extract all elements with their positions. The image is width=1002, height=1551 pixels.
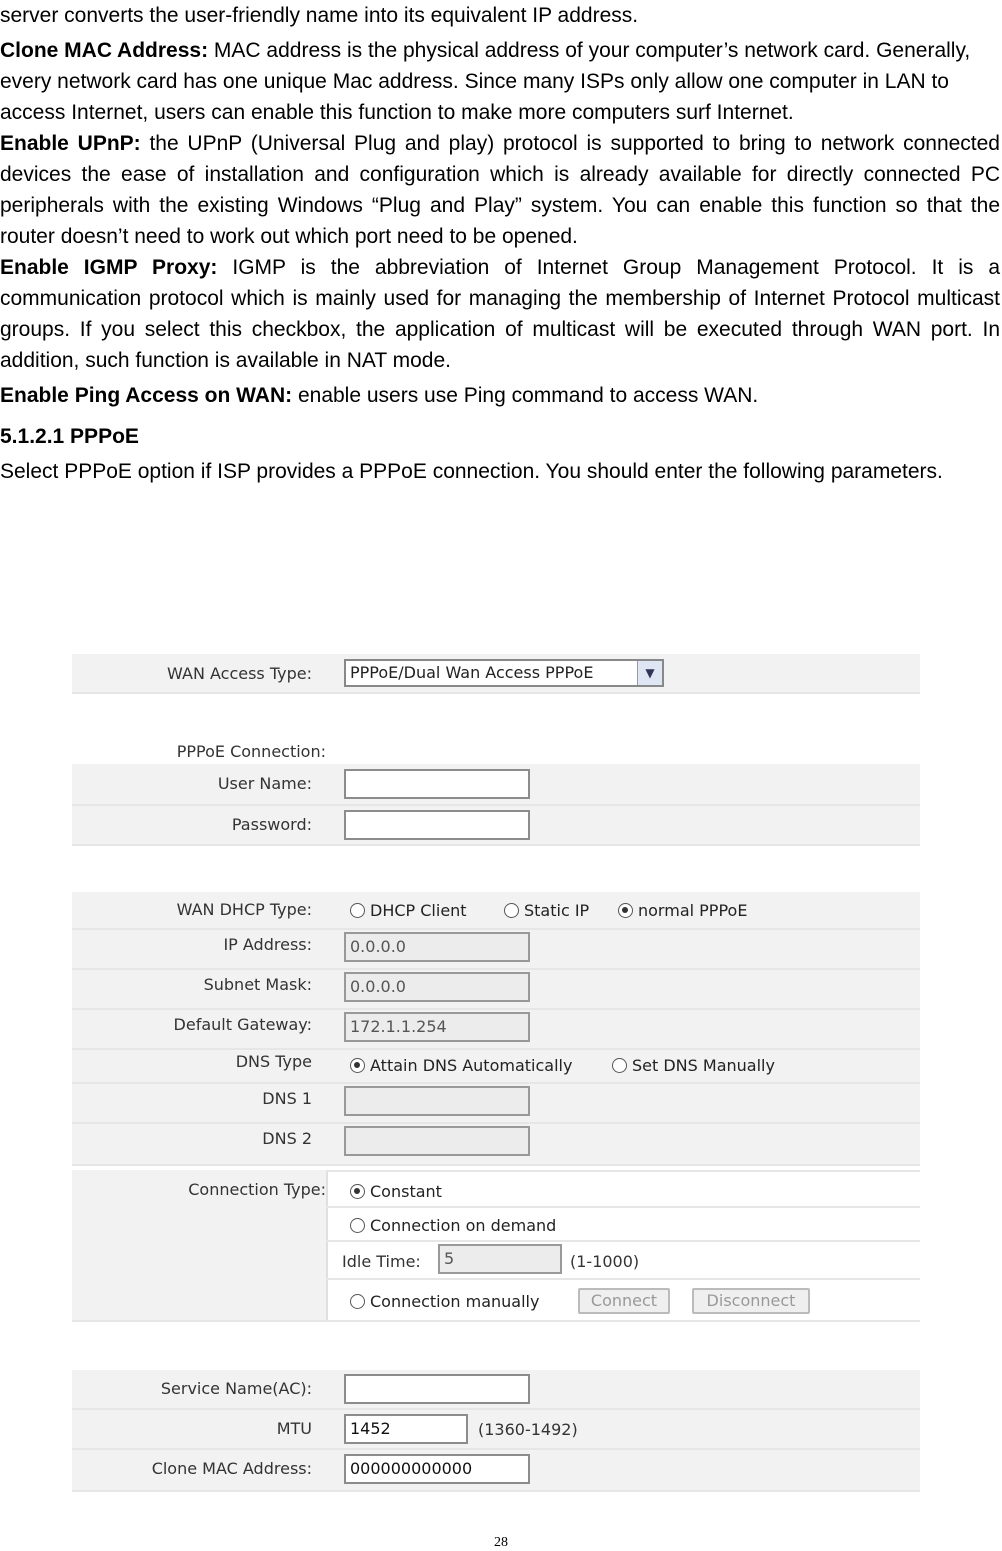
connect-button[interactable]: Connect [578, 1288, 670, 1314]
divider [326, 1170, 328, 1320]
ip-address-label: IP Address: [223, 935, 312, 954]
conn-constant-label: Constant [370, 1182, 442, 1201]
dhcp-client-radio[interactable] [350, 901, 467, 920]
dns-auto-radio[interactable] [350, 1056, 572, 1075]
conn-constant-radio[interactable] [350, 1182, 442, 1201]
conn-on-demand-label: Connection on demand [370, 1216, 557, 1235]
dns-auto-label: Attain DNS Automatically [370, 1056, 573, 1075]
divider [326, 1206, 920, 1208]
normal-pppoe-radio[interactable] [618, 901, 747, 920]
page-number: 28 [494, 1535, 508, 1550]
default-gateway-input[interactable]: 172.1.1.254 [344, 1012, 530, 1042]
user-name-input[interactable] [344, 769, 530, 799]
conn-manually-radio[interactable] [350, 1292, 539, 1311]
mtu-input[interactable]: 1452 [344, 1414, 468, 1444]
idle-time-range: (1-1000) [570, 1252, 640, 1271]
default-gateway-label: Default Gateway: [173, 1015, 312, 1034]
service-name-input[interactable] [344, 1374, 530, 1404]
mtu-label: MTU [276, 1419, 312, 1438]
user-name-label: User Name: [217, 774, 312, 793]
pppoe-connection-label: PPPoE Connection: [176, 742, 326, 761]
dns-manual-label: Set DNS Manually [632, 1056, 775, 1075]
radio-icon [504, 903, 519, 918]
dns1-row [72, 1084, 920, 1124]
conn-on-demand-radio[interactable] [350, 1216, 556, 1235]
radio-icon [350, 1218, 365, 1233]
wan-dhcp-type-row [72, 892, 920, 930]
subnet-mask-label: Subnet Mask: [203, 975, 312, 994]
password-row [72, 806, 920, 846]
radio-selected-icon [350, 1058, 365, 1073]
password-label: Password: [231, 815, 312, 834]
static-ip-radio[interactable] [504, 901, 589, 920]
clone-mac-row [72, 1450, 920, 1492]
idle-time-input[interactable]: 5 [438, 1244, 562, 1274]
wan-access-type-row [72, 654, 920, 694]
connection-type-label-cell [72, 1170, 326, 1320]
igmp-term: Enable IGMP Proxy: [0, 256, 218, 279]
dns1-label: DNS 1 [262, 1089, 312, 1108]
clone-mac-term: Clone MAC Address: [0, 39, 209, 62]
document-body [0, 0, 1000, 487]
subnet-mask-input[interactable]: 0.0.0.0 [344, 972, 530, 1002]
disconnect-button[interactable]: Disconnect [692, 1288, 810, 1314]
user-name-row [72, 764, 920, 806]
ip-address-row [72, 930, 920, 970]
ip-address-input[interactable]: 0.0.0.0 [344, 932, 530, 962]
clone-mac-paragraph [0, 35, 1000, 128]
wan-access-type-label: WAN Access Type: [167, 664, 312, 683]
wan-access-type-select[interactable] [344, 659, 664, 687]
intro-line: server converts the user-friendly name into its equivalent IP address. [0, 4, 639, 27]
dns-type-label: DNS Type [235, 1052, 312, 1071]
dhcp-client-label: DHCP Client [370, 901, 467, 920]
subnet-mask-row [72, 970, 920, 1010]
normal-pppoe-label: normal PPPoE [638, 901, 748, 920]
wan-access-type-value: PPPoE/Dual Wan Access PPPoE [350, 663, 594, 682]
igmp-paragraph [0, 252, 1000, 376]
upnp-paragraph [0, 128, 1000, 252]
dns-type-row [72, 1050, 920, 1084]
clone-mac-address-label: Clone MAC Address: [151, 1459, 312, 1478]
divider [326, 1240, 920, 1242]
upnp-description: the UPnP (Universal Plug and play) protocol is supported to bring to network connected devices the ease of installation and configuration which is already available for directly connected PC peripherals with the existing Windows “Plug and Play” system. You can enable this function so that the router doesn’t need to work out which port need to be opened. [0, 132, 1000, 248]
divider [326, 1278, 920, 1280]
radio-selected-icon [618, 903, 633, 918]
idle-time-label: Idle Time: [342, 1252, 421, 1271]
dns2-label: DNS 2 [262, 1129, 312, 1148]
connection-type-label: Connection Type: [188, 1180, 326, 1199]
divider [72, 1320, 920, 1322]
static-ip-label: Static IP [524, 901, 590, 920]
radio-selected-icon [350, 1184, 365, 1199]
password-input[interactable] [344, 810, 530, 840]
upnp-term: Enable UPnP: [0, 132, 141, 155]
dns2-row [72, 1124, 920, 1166]
clone-mac-description: MAC address is the physical address of your computer’s network card. Generally, every network card has one unique Mac address. Since many ISPs only allow one computer in LAN to access Internet, users can enable this function to make more computers surf Internet. [0, 39, 971, 124]
service-name-label: Service Name(AC): [160, 1379, 312, 1398]
ping-description: enable users use Ping command to access WAN. [292, 384, 759, 407]
wan-dhcp-type-label: WAN DHCP Type: [176, 900, 312, 919]
radio-icon [612, 1058, 627, 1073]
divider [326, 1170, 920, 1172]
chevron-down-icon: ▼ [637, 661, 662, 685]
section-intro: Select PPPoE option if ISP provides a PPPoE connection. You should enter the following parameters. [0, 460, 943, 483]
dns2-input[interactable] [344, 1126, 530, 1156]
radio-icon [350, 1294, 365, 1309]
mtu-row [72, 1410, 920, 1450]
clone-mac-address-input[interactable]: 000000000000 [344, 1454, 530, 1484]
ping-paragraph [0, 380, 1000, 411]
default-gateway-row [72, 1010, 920, 1050]
service-name-row [72, 1370, 920, 1410]
radio-icon [350, 903, 365, 918]
conn-manually-label: Connection manually [370, 1292, 540, 1311]
ping-term: Enable Ping Access on WAN: [0, 384, 293, 407]
igmp-description: IGMP is the abbreviation of Internet Group Management Protocol. It is a communication protocol which is mainly used for managing the membership of Internet Protocol multicast groups. If you select this checkbox, the application of multicast will be executed through WAN port. In addition, such function is available in NAT mode. [0, 256, 1000, 372]
dns1-input[interactable] [344, 1086, 530, 1116]
mtu-range: (1360-1492) [478, 1420, 578, 1439]
dns-manual-radio[interactable] [612, 1056, 775, 1075]
section-heading: 5.1.2.1 PPPoE [0, 425, 139, 448]
